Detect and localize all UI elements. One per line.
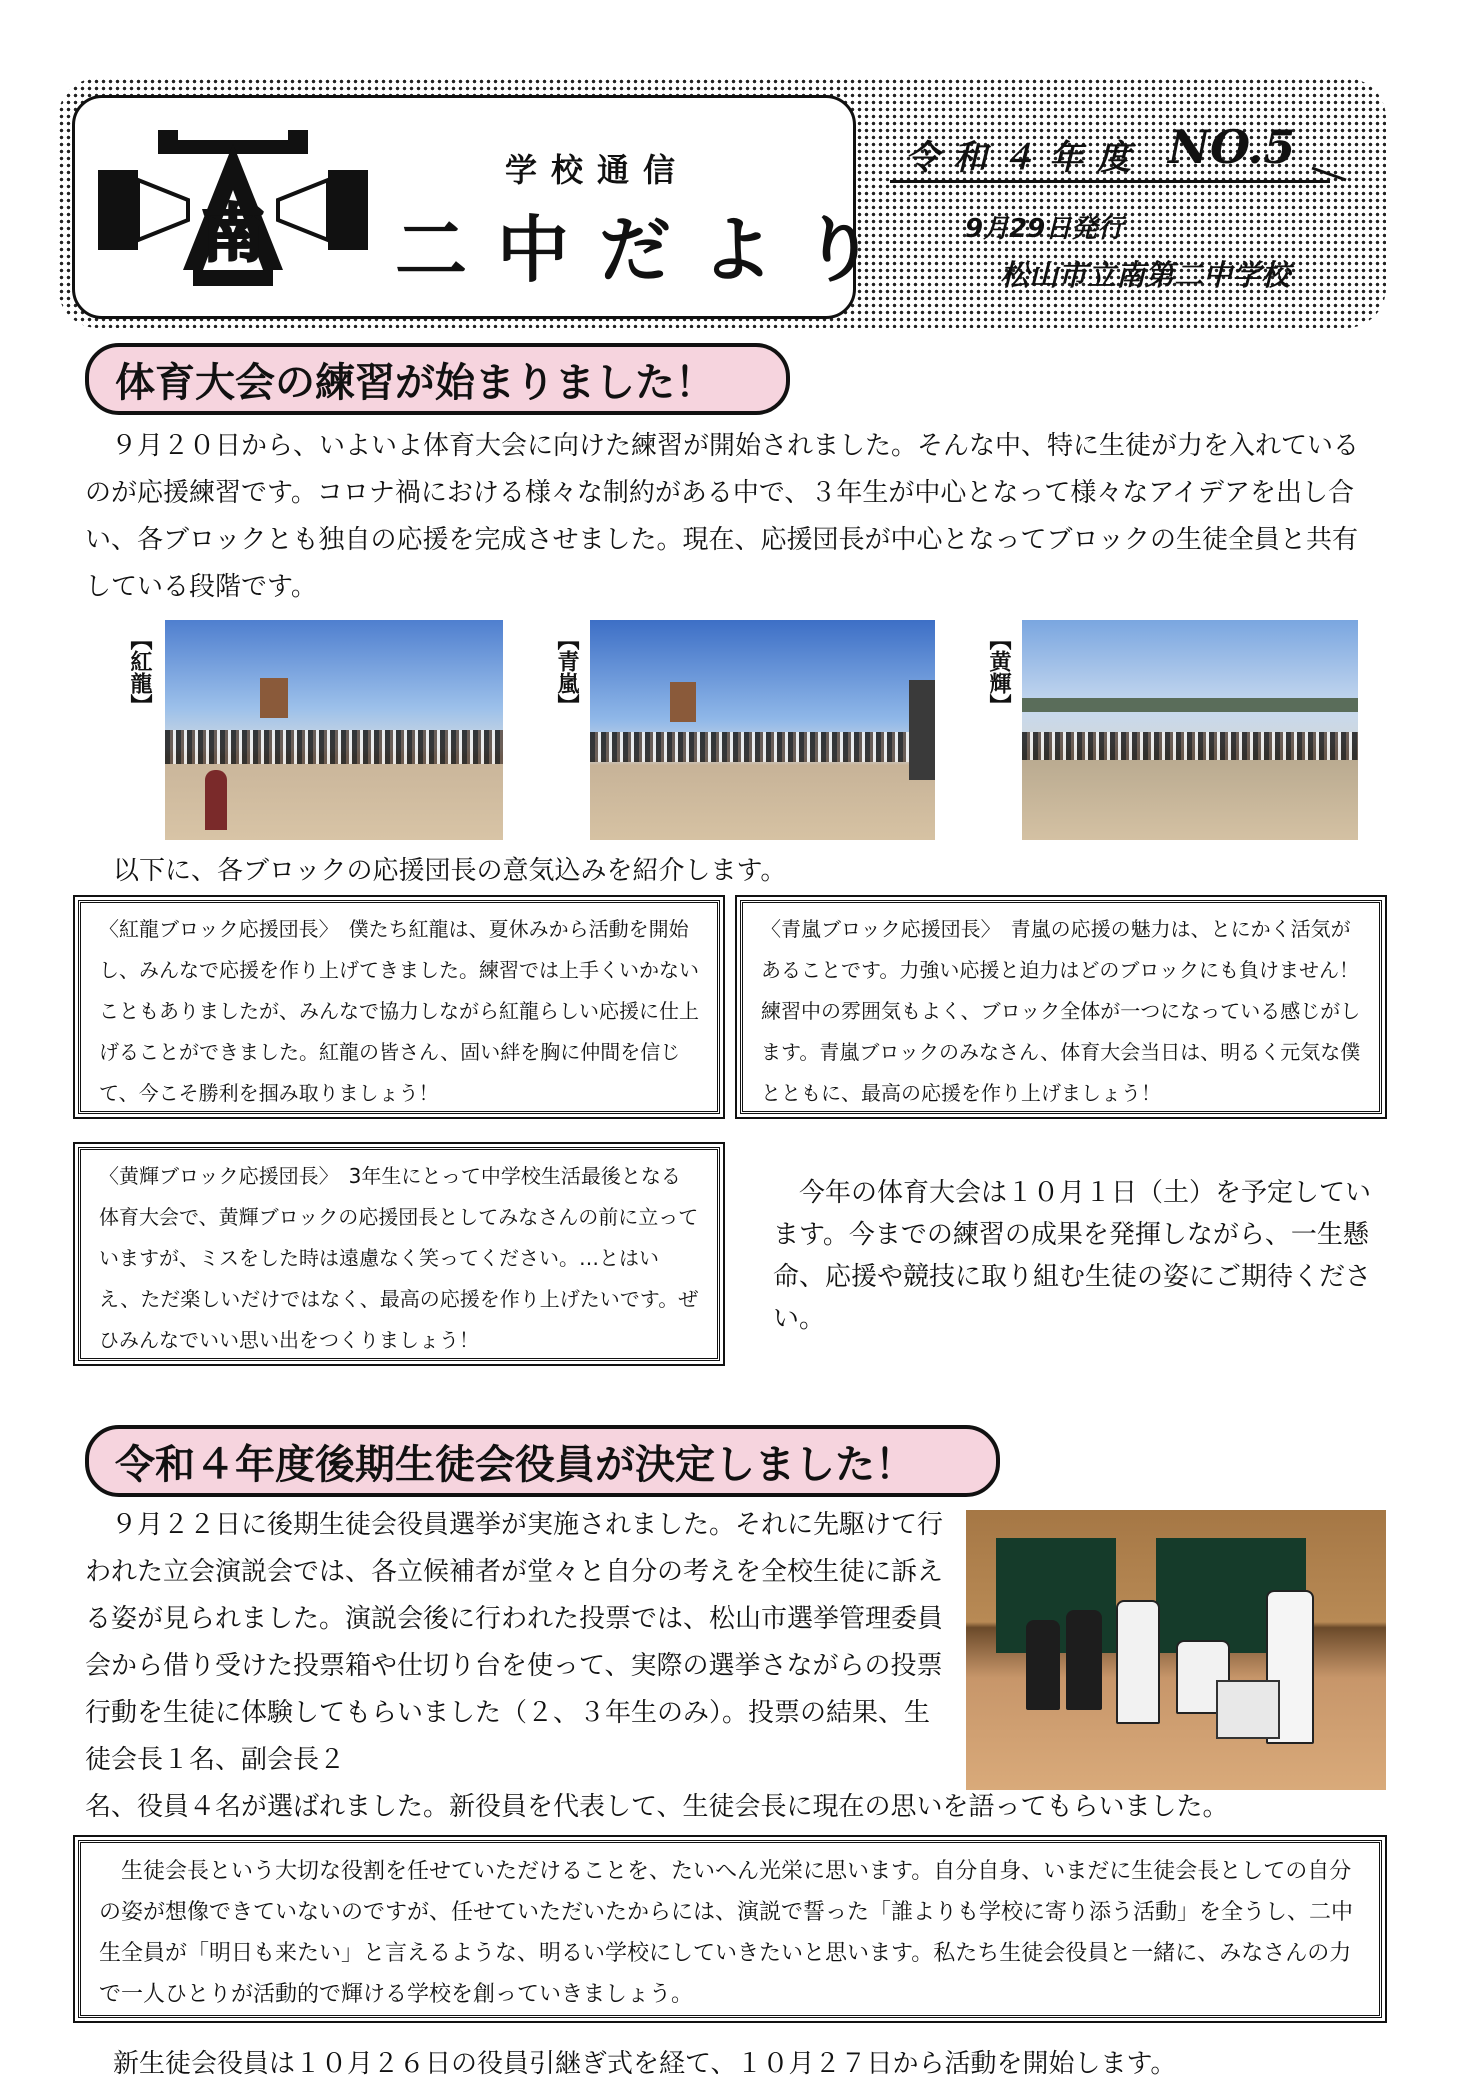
student-council-paragraph-cont: 名、役員４名が選ばれました。新役員を代表して、生徒会長に現在の思いを語ってもらいました。	[85, 1792, 1229, 1822]
logo-text: 南	[201, 197, 265, 270]
event-date-note: 今年の体育大会は１０月１日（土）を予定しています。今までの練習の成果を発揮しながら、一生懸命、応援や競技に取り組む生徒の姿にご期待ください。	[773, 1178, 1372, 1334]
header-rule	[890, 180, 1330, 183]
student-council-paragraph: ９月２２日に後期生徒会役員選挙が実施されました。それに先駆けて行われた立会演説会では、各立候補者が堂々と自分の考えを全校生徒に訴える姿が見られました。演説会後に行われた投票では、松山市選挙管理委員会から借り受けた投票箱や仕切り台を使って、実際の選挙さながらの投票行動を生徒に体験してもらいました（２、３年生のみ）。投票の結果、生徒会長１名、副会長２	[85, 1510, 944, 1775]
section-heading-sports-festival: 体育大会の練習が始まりました！	[85, 343, 790, 415]
fiscal-year: 令和４年度	[905, 138, 1145, 178]
section-heading-student-council: 令和４年度後期生徒会役員が決定しました！	[85, 1425, 1000, 1497]
message-seiran-leader: 〈青嵐ブロック応援団長〉 青嵐の応援の魅力は、とにかく活気があることです。力強い応援と迫力はどのブロックにも負けません！練習中の雰囲気もよく、ブロック全体が一つになっている感じがします。青嵐ブロックのみなさん、体育大会当日は、明るく元気な僕とともに、最高の応援を作り上げましょう！	[740, 900, 1382, 1114]
photo-koryu-practice	[165, 620, 503, 840]
school-logo-icon	[98, 130, 368, 290]
newsletter-title: 二中だより	[395, 208, 906, 292]
photo-label-koryu: 【紅龍】	[127, 628, 152, 716]
closing-note: 新生徒会役員は１０月２６日の役員引継ぎ式を経て、１０月２７日から活動を開始します。	[113, 2049, 1177, 2079]
photo-kouki-practice	[1022, 620, 1358, 840]
sports-festival-paragraph: ９月２０日から、いよいよ体育大会に向けた練習が開始されました。そんな中、特に生徒が力を入れているのが応援練習です。コロナ禍における様々な制約がある中で、３年生が中心となって様々なアイデアを出し合い、各ブロックとも独自の応援を完成させました。現在、応援団長が中心となってブロックの生徒全員と共有している段階です。	[85, 431, 1360, 602]
photo-label-kouki: 【黄輝】	[986, 628, 1011, 716]
leaders-intro: 以下に、各ブロックの応援団長の意気込みを紹介します。	[113, 856, 787, 886]
newsletter-subtitle: 学校通信	[505, 151, 690, 189]
message-koryu-leader: 〈紅龍ブロック応援団長〉 僕たち紅龍は、夏休みから活動を開始し、みんなで応援を作り上げてきました。練習では上手くいかないこともありましたが、みんなで協力しながら紅龍らしい応援に仕上げることができました。紅龍の皆さん、固い絆を胸に仲間を信じて、今こそ勝利を掴み取りましょう！	[78, 900, 720, 1114]
photo-seiran-practice	[590, 620, 935, 840]
issue-date: 9月29日発行	[965, 214, 1124, 244]
photo-label-seiran: 【青嵐】	[554, 628, 579, 716]
issue-number: NO.5	[1168, 120, 1296, 174]
student-council-president-quote: 生徒会長という大切な役割を任せていただけることを、たいへん光栄に思います。自分自身、いまだに生徒会長としての自分の姿が想像できていないのですが、任せていただいたからには、演説で誓った「誰よりも学校に寄り添う活動」を全うし、二中生全員が「明日も来たい」と言えるような、明るい学校にしていきたいと思います。私たち生徒会役員と一緒に、みなさんの力で一人ひとりが活動的で輝ける学校を創っていきましょう。	[78, 1840, 1382, 2018]
arrow-head-icon	[1310, 164, 1350, 188]
message-kouki-leader: 〈黄輝ブロック応援団長〉 3年生にとって中学校生活最後となる体育大会で、黄輝ブロックの応援団長としてみなさんの前に立っていますが、ミスをした時は遠慮なく笑ってください。…とはいえ、ただ楽しいだけではなく、最高の応援を作り上げたいです。ぜひみんなでいい思い出をつくりましょう！	[78, 1147, 720, 1361]
photo-voting	[966, 1510, 1386, 1790]
school-name: 松山市立南第二中学校	[1000, 258, 1291, 292]
